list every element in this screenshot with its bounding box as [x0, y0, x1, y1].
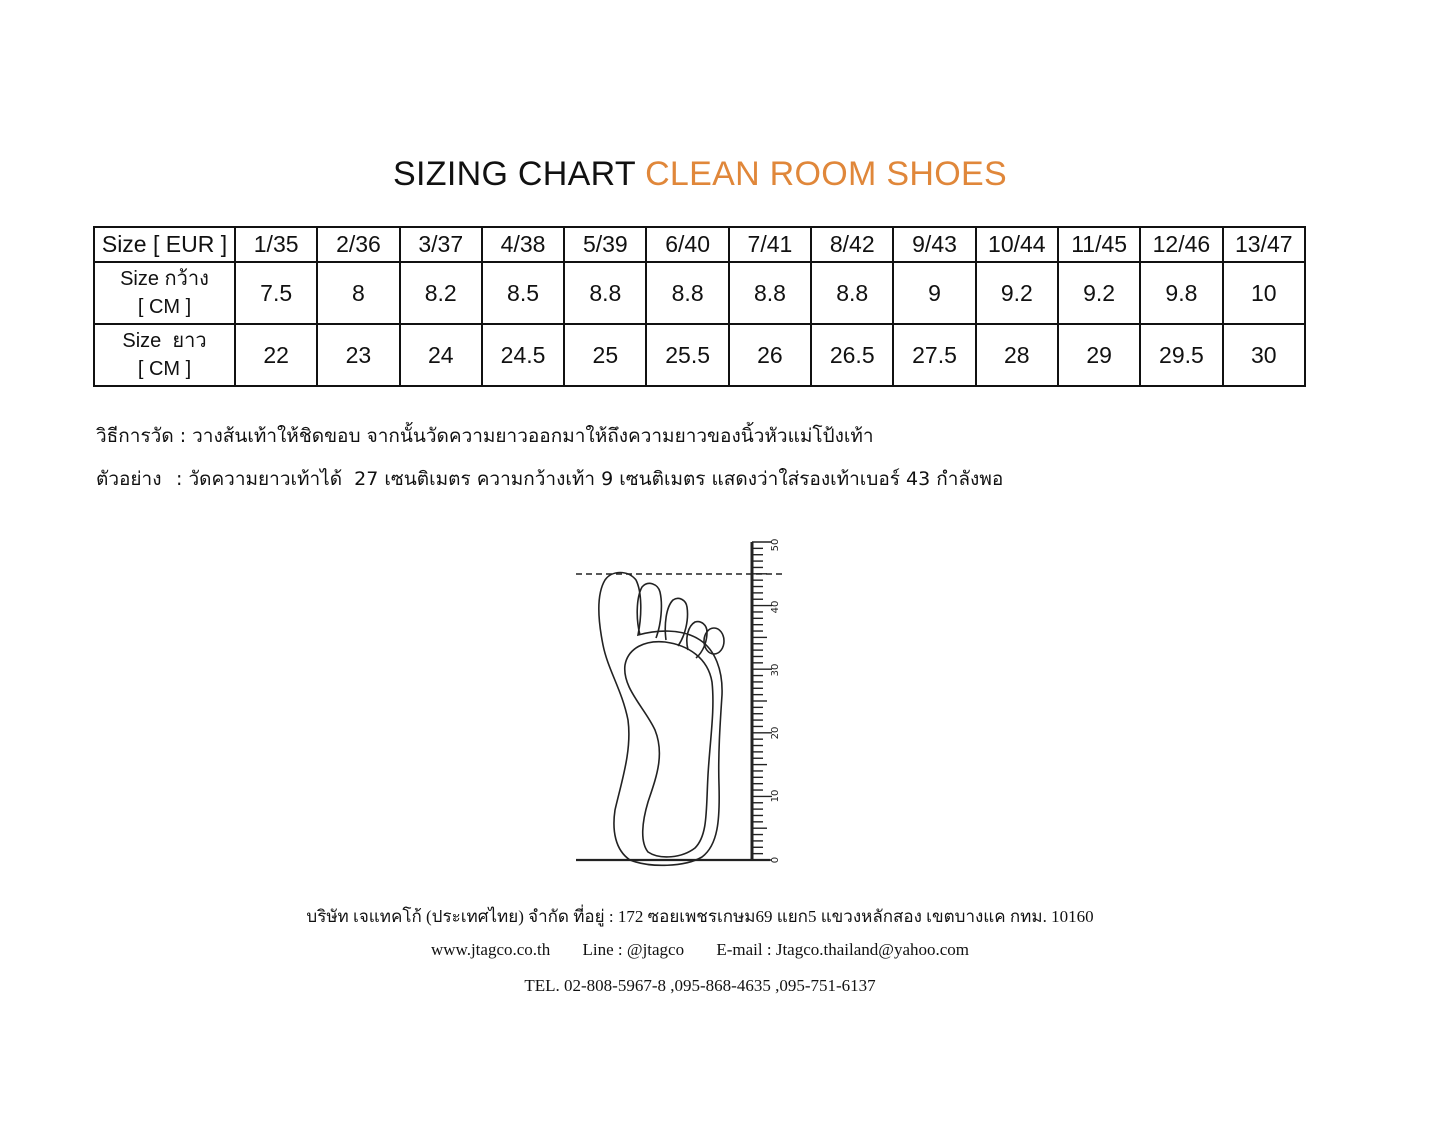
ruler-label-40: 40: [770, 600, 781, 614]
width-cell: 9.2: [1058, 262, 1140, 324]
toe-5: [704, 628, 724, 654]
width-cell: 8.8: [811, 262, 893, 324]
length-label-line1: Size ยาว: [122, 330, 207, 352]
length-cell: 26.5: [811, 324, 893, 386]
width-cell: 8: [317, 262, 399, 324]
length-cell: 29: [1058, 324, 1140, 386]
toe-3: [665, 598, 687, 646]
ruler-ticks: [752, 542, 772, 860]
ruler-label-20: 20: [770, 726, 781, 740]
size-header-cell: 2/36: [317, 227, 399, 262]
size-header-cell: 4/38: [482, 227, 564, 262]
example-note: [96, 464, 1003, 494]
page-title: [0, 155, 1400, 194]
width-cell: 9.8: [1140, 262, 1222, 324]
size-header-cell: 5/39: [564, 227, 646, 262]
width-cell: 10: [1223, 262, 1305, 324]
width-cell: 8.5: [482, 262, 564, 324]
length-row-label: [94, 324, 235, 386]
size-header-cell: 3/37: [400, 227, 482, 262]
ruler-label-0: 0: [770, 856, 781, 864]
ruler-label-10: 10: [770, 789, 781, 803]
contact-line: [0, 940, 1400, 960]
length-cell: 24: [400, 324, 482, 386]
length-cell: 25.5: [646, 324, 728, 386]
length-cell: 27.5: [893, 324, 975, 386]
line-id: Line : @jtagco: [582, 940, 685, 959]
title-highlight: CLEAN ROOM SHOES: [645, 155, 1007, 193]
length-cell: 22: [235, 324, 317, 386]
ruler-label-50: 50: [770, 538, 781, 552]
telephone-line: TEL. 02-808-5967-8 ,095-868-4635 ,095-751-6137: [524, 976, 876, 995]
length-cell: 26: [729, 324, 811, 386]
size-header-cell: 13/47: [1223, 227, 1305, 262]
length-cell: 28: [976, 324, 1058, 386]
foot-measure-illustration: [570, 530, 800, 875]
size-header-cell: 8/42: [811, 227, 893, 262]
size-header-cell: 12/46: [1140, 227, 1222, 262]
length-label-unit: [ CM ]: [137, 358, 192, 380]
size-header-cell: 9/43: [893, 227, 975, 262]
width-cell: 8.8: [564, 262, 646, 324]
size-header-cell: 11/45: [1058, 227, 1140, 262]
example-text: : วัดความยาวเท้าได้ 27 เซนติเมตร ความกว้างเท้า 9 เซนติเมตร แสดงว่าใส่รองเท้าเบอร์ 43 กำลังพอ: [176, 468, 1004, 490]
length-cell: 23: [317, 324, 399, 386]
width-row: [94, 262, 1305, 324]
company-address: บริษัท เจแทคโก้ (ประเทศไทย) จำกัด ที่อยู่ : 172 ซอยเพชรเกษม69 แยก5 แขวงหลักสอง เขตบางแค กทม. 10160: [306, 907, 1094, 926]
size-header-cell: 6/40: [646, 227, 728, 262]
method-label: วิธีการวัด :: [96, 425, 187, 447]
width-label-line1: Size กว้าง: [120, 268, 209, 290]
width-cell: 8.8: [729, 262, 811, 324]
table-header-row: [94, 227, 1305, 262]
sizing-table: [93, 226, 1306, 387]
ruler: [752, 539, 781, 864]
title-prefix: SIZING CHART: [393, 155, 636, 193]
length-cell: 30: [1223, 324, 1305, 386]
length-row: [94, 324, 1305, 386]
width-cell: 7.5: [235, 262, 317, 324]
method-text: วางส้นเท้าให้ชิดขอบ จากนั้นวัดความยาวออกมาให้ถึงความยาวของนิ้วหัวแม่โป้งเท้า: [192, 425, 874, 447]
website-link[interactable]: www.jtagco.co.th: [430, 940, 551, 959]
width-cell: 8.8: [646, 262, 728, 324]
measure-method-note: [96, 421, 874, 451]
size-header-cell: 7/41: [729, 227, 811, 262]
footprint-inner: [625, 642, 713, 857]
example-label: ตัวอย่าง: [96, 468, 162, 490]
ruler-label-30: 30: [770, 663, 781, 677]
email-link[interactable]: E-mail : Jtagco.thailand@yahoo.com: [716, 940, 970, 959]
width-label-unit: [ CM ]: [137, 296, 192, 318]
length-cell: 24.5: [482, 324, 564, 386]
width-row-label: [94, 262, 235, 324]
size-header-cell: 1/35: [235, 227, 317, 262]
header-label-cell: Size [ EUR ]: [94, 227, 235, 262]
width-cell: 8.2: [400, 262, 482, 324]
length-cell: 25: [564, 324, 646, 386]
size-header-cell: 10/44: [976, 227, 1058, 262]
width-cell: 9.2: [976, 262, 1058, 324]
length-cell: 29.5: [1140, 324, 1222, 386]
width-cell: 9: [893, 262, 975, 324]
